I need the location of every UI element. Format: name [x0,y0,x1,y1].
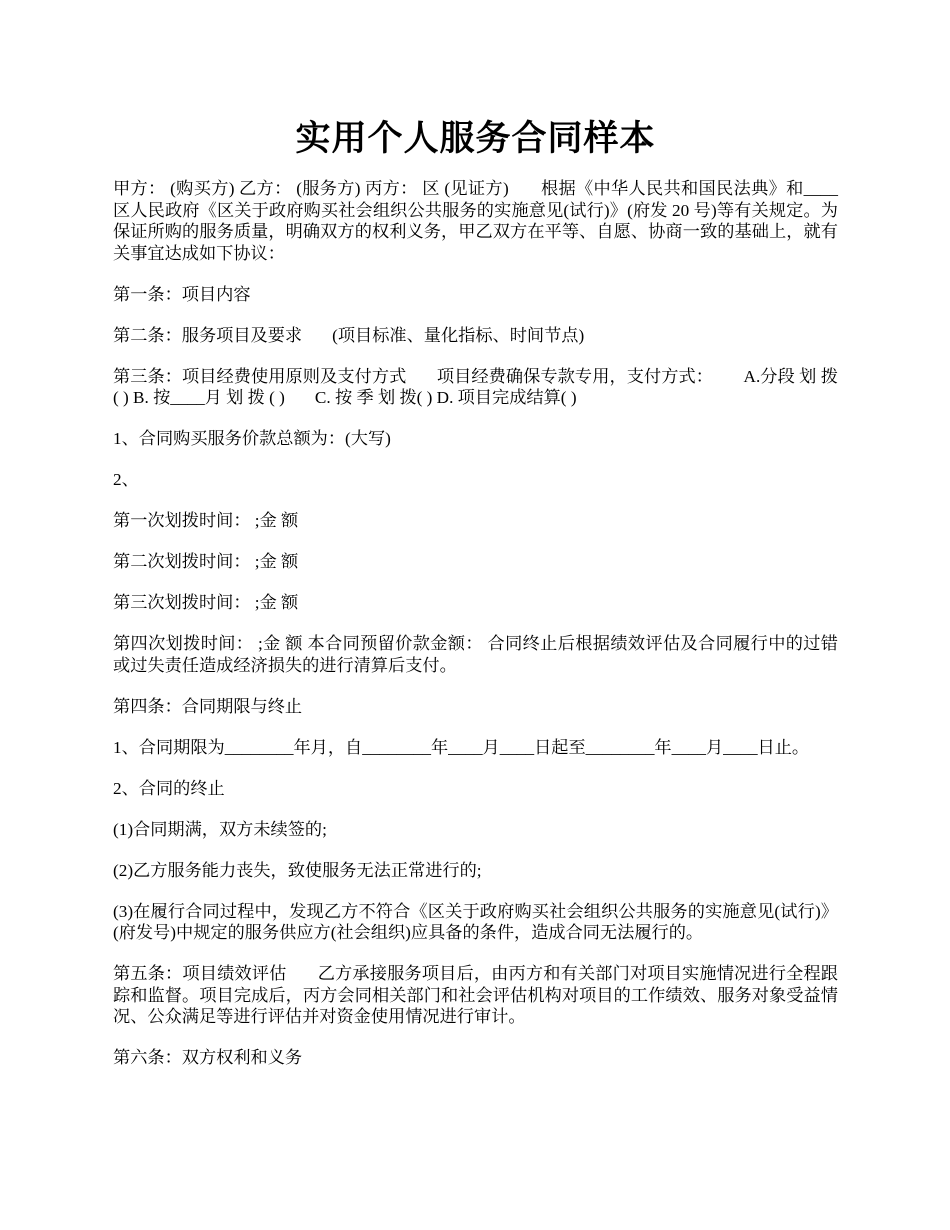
paragraph-termination: 2、合同的终止 [113,778,225,798]
paragraph-article-2: 第二条：服务项目及要求 (项目标准、量化指标、时间节点) [113,325,585,345]
paragraph-article-3: 第三条：项目经费使用原则及支付方式 项目经费确保专款专用，支付方式： A.分段 划 拨( ) B. 按____月 划 拨 ( ) C. 按 季 划 拨( ) D. 项目完成结算( ) [113,366,838,407]
document-title: 实用个人服务合同样本 [295,119,656,158]
paragraph-payment-1: 第一次划拨时间： ;金 额 [113,511,299,530]
paragraph-total-price: 1、合同购买服务价款总额为：(大写) [113,429,391,448]
paragraph-termination-2: (2)乙方服务能力丧失，致使服务无法正常进行的; [113,860,482,880]
paragraph-payment-4: 第四次划拨时间： ;金 额 本合同预留价款金额： 合同终止后根据绩效评估及合同履行中的过错或过失责任造成经济损失的进行清算后支付。 [113,634,838,675]
paragraph-article-6: 第六条：双方权利和义务 [113,1048,303,1067]
paragraph-termination-1: (1)合同期满，双方未续签的; [113,819,327,839]
paragraph-termination-3: (3)在履行合同过程中，发现乙方不符合《区关于政府购买社会组织公共服务的实施意见(试行)》(府发号)中规定的服务供应方(社会组织)应具备的条件，造成合同无法履行的。 [113,901,838,942]
paragraph-intro: 甲方： (购买方) 乙方： (服务方) 丙方： 区 (见证方) 根据《中华人民共和国民法典》和____区人民政府《区关于政府购买社会组织公共服务的实施意见(试行)》(府发 20 号)等有关规定。为保证所购的服务质量，明确双方的权利义务，甲乙双方在平等、自愿、协商一致的基础上，就有关事宜达成如下协议： [113,179,838,263]
paragraph-article-4: 第四条：合同期限与终止 [113,696,303,716]
paragraph-article-1: 第一条：项目内容 [113,284,251,304]
paragraph-article-5: 第五条：项目绩效评估 乙方承接服务项目后，由丙方和有关部门对项目实施情况进行全程跟踪和监督。项目完成后，丙方会同相关部门和社会评估机构对项目的工作绩效、服务对象受益情况、公众满足等进行评估并对资金使用情况进行审计。 [113,964,838,1026]
paragraph-contract-term: 1、合同期限为________年月，自________年____月____日起至________年____月____日止。 [113,737,810,757]
paragraph-payment-2: 第二次划拨时间： ;金 额 [113,552,299,571]
paragraph-payment-3: 第三次划拨时间： ;金 额 [113,593,299,612]
paragraph-item-2: 2、 [113,470,139,489]
